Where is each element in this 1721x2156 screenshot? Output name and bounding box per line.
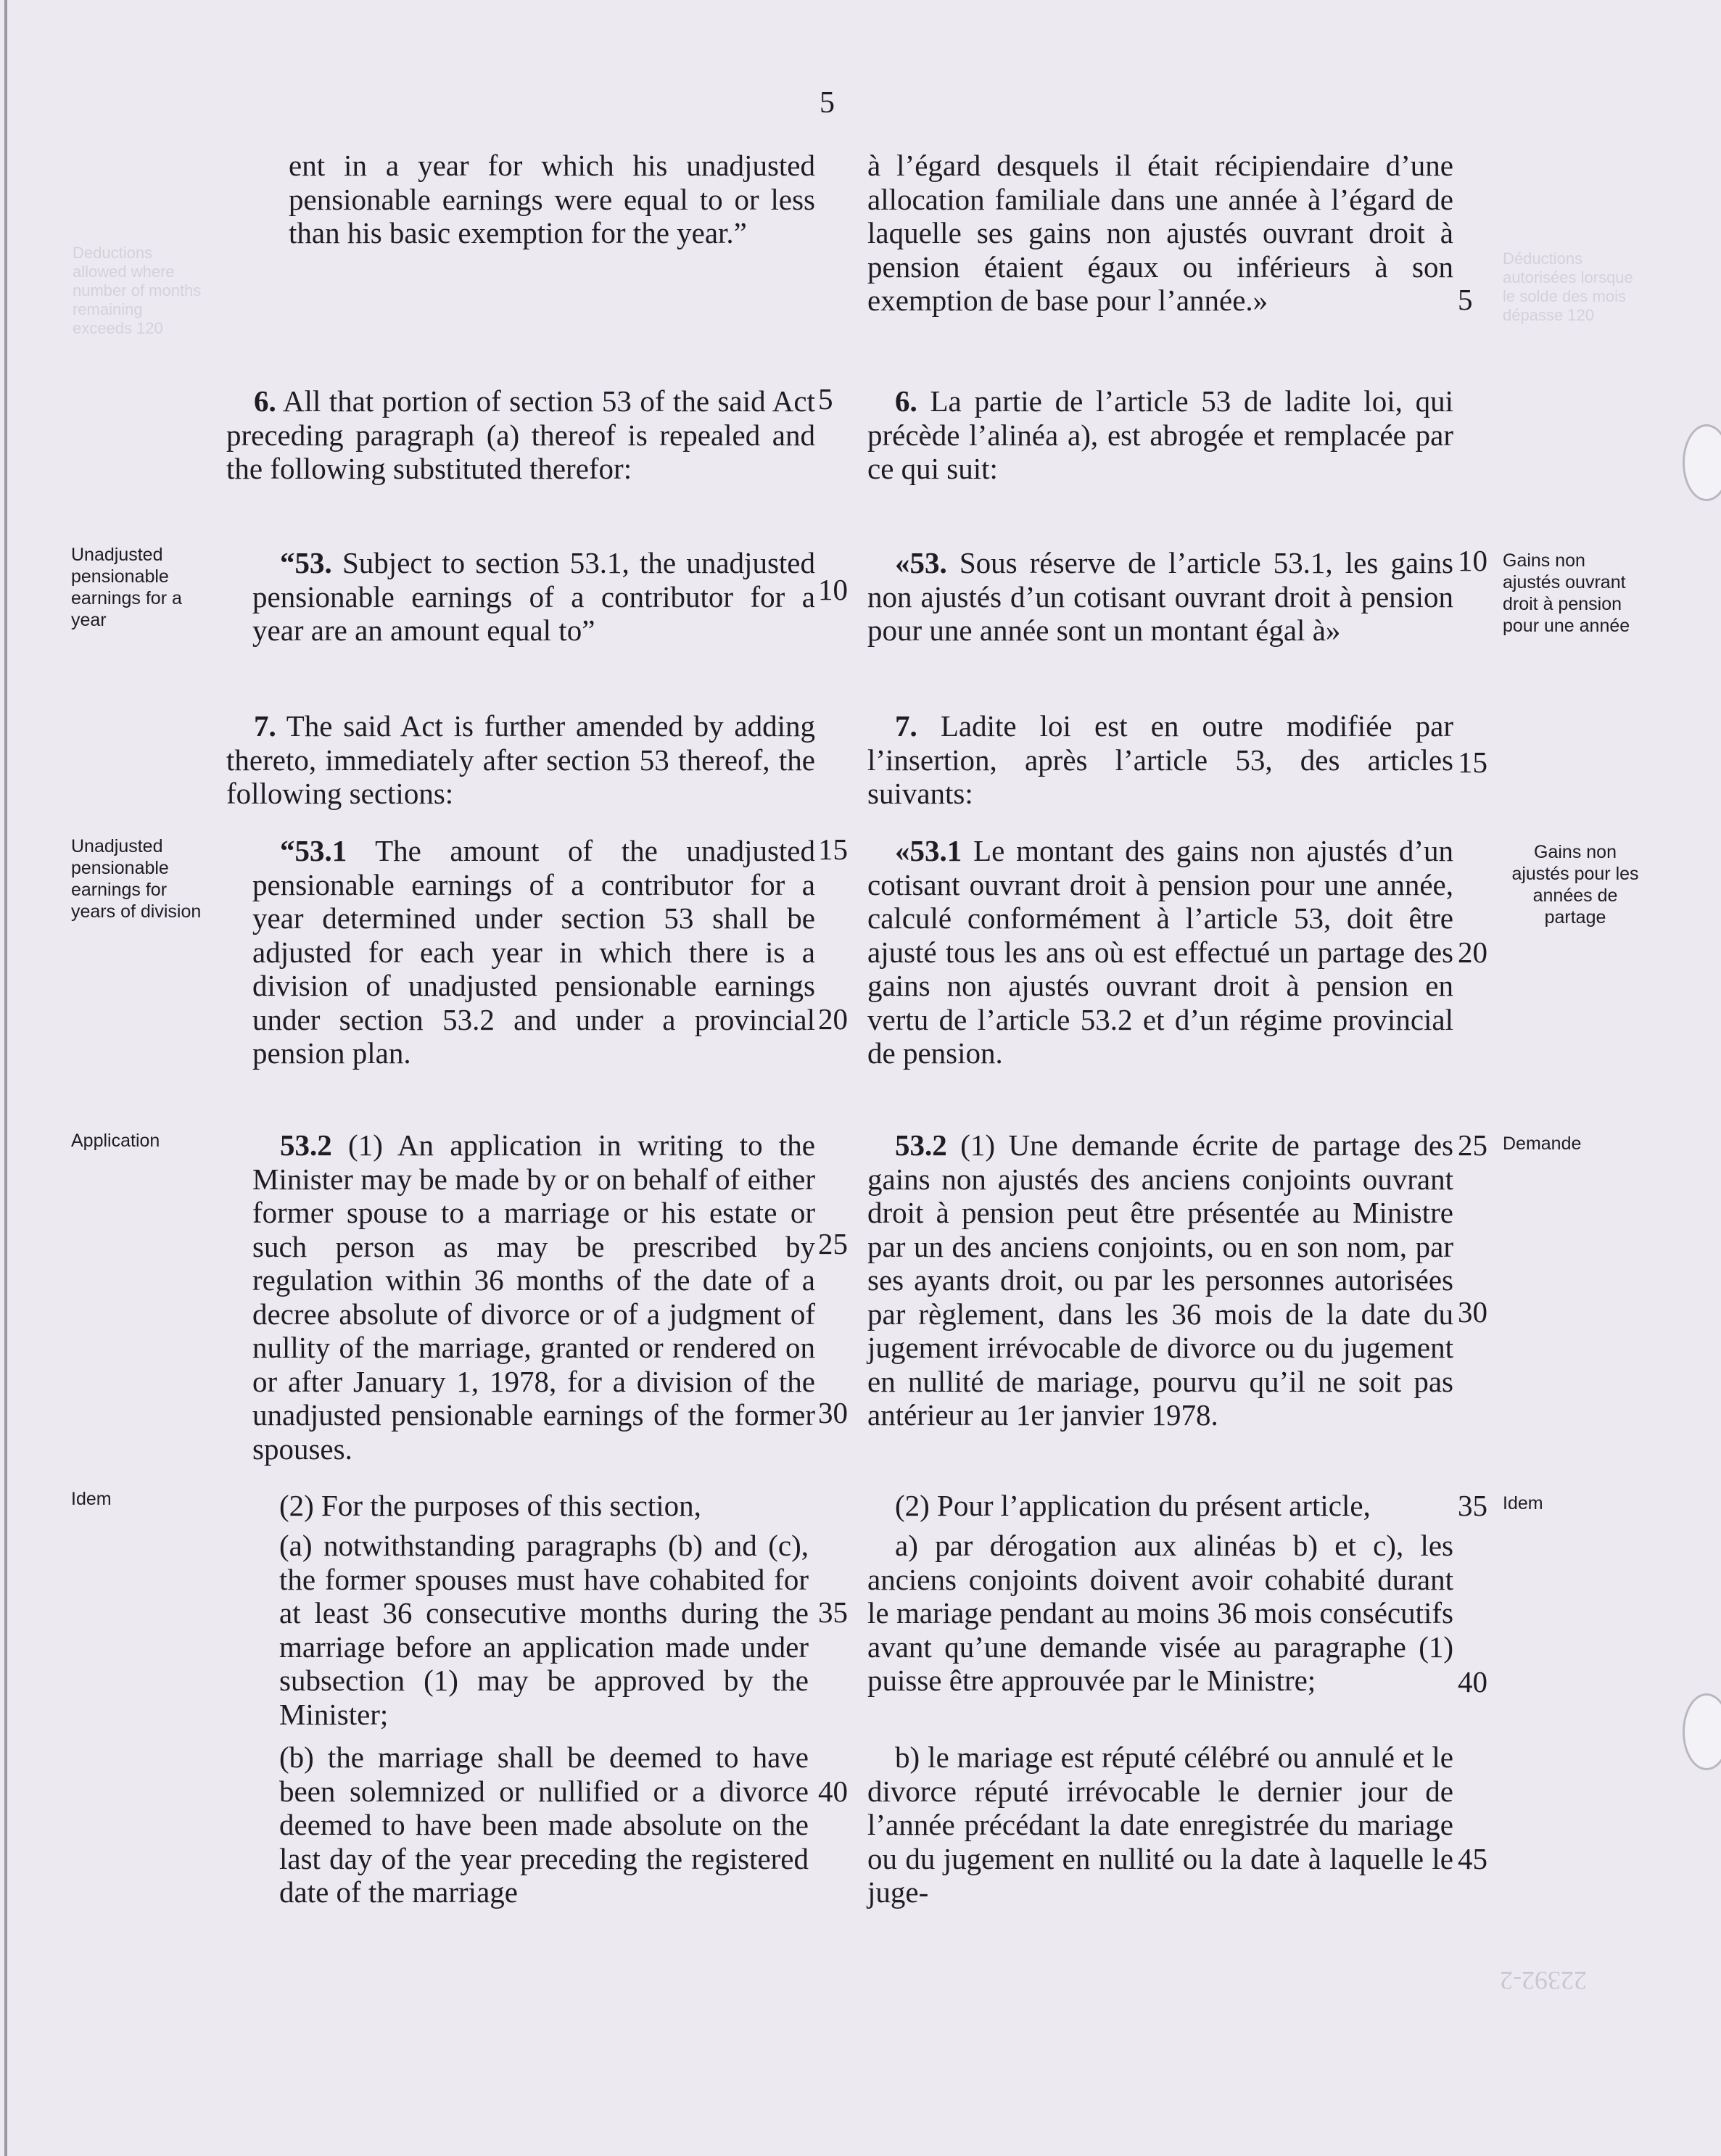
fr-paragraph-a-text: a) par dérogation aux alinéas b) et c), les anciens conjoints doivent avoir cohabité durant le mariage pendant au moins 36 mois consécutifs avant qu’une demande visée au paragraphe (1) puisse être approuvée par le Ministre; (867, 1529, 1453, 1697)
margin-note-fr: Gains non ajustés ouvrant droit à pension pour une année (1503, 550, 1630, 636)
line-number: 25 (1458, 1128, 1487, 1162)
en-paragraph-b: (b) the marriage shall be deemed to have been solemnized or nullified or a divorce deemed to have been made absolute on the last day of the year preceding the registered date of the marriage (279, 1740, 809, 1909)
en-paragraph-a: (a) notwithstanding paragraphs (b) and (c), the former spouses must have cohabited for at least 36 consecutive months during the marriage before an application made under subsection (1) may be approved by the Minister; (279, 1529, 809, 1731)
en-s53-1-text: The amount of the unadjusted pensionable earnings of a contributor for a year determined under section 53 shall be adjusted for each year in which there is a division of unadjusted pensionable earnings under section 53.2 and under a provincial pension plan. (252, 834, 815, 1070)
en-section-53 (252, 546, 815, 648)
fr-s53-1-number: «53.1 (895, 834, 962, 867)
margin-note-en: Unadjusted pensionable earnings for a year (71, 545, 182, 630)
fr-s53-1-text: Le montant des gains non ajustés d’un cotisant ouvrant droit à pension pour une année, calculé conformément à l’article 53, doit être ajusté tous les ans où est effectué un partage des gains non ajustés ouvrant droit à pension en vertu de l’article 53.2 et d’un régime provincial de pension. (867, 834, 1453, 1070)
page-number: 5 (820, 86, 835, 120)
line-number: 30 (1458, 1295, 1487, 1329)
line-number: 45 (1458, 1842, 1487, 1875)
en-s6-number: 6. (254, 384, 276, 418)
en-s7-number: 7. (254, 709, 276, 743)
page-edge (4, 0, 7, 2156)
fr-s6-text: La partie de l’article 53 de ladite loi, qui précède l’alinéa a), est abrogée et remplacée par ce qui suit: (867, 384, 1453, 485)
line-number: 20 (818, 1002, 848, 1036)
line-number: 35 (818, 1595, 848, 1629)
en-section-7 (226, 709, 815, 811)
margin-note-en: Unadjusted pensionable earnings for years of division (71, 836, 202, 922)
fr-s53-number: «53. (895, 546, 947, 579)
margin-note-fr: Idem (1503, 1493, 1543, 1513)
en-continuation: ent in a year for which his unadjusted pensionable earnings were equal to or less than his basic exemption for the year.” (289, 149, 815, 249)
fr-paragraph-b-text: b) le mariage est réputé célébré ou annulé et le divorce réputé irrévocable le dernier jour de l’année précédant la date enregistrée du mariage ou du jugement en nullité ou la date à laquelle le juge- (867, 1740, 1453, 1909)
line-number: 5 (818, 382, 833, 416)
line-number: 35 (1458, 1489, 1487, 1522)
binder-hole (1683, 424, 1721, 501)
fr-s7-text: Ladite loi est en outre modifiée par l’insertion, après l’article 53, des articles suivants: (867, 709, 1453, 810)
fr-s53-2-text: (1) Une demande écrite de partage des gains non ajustés des anciens conjoints ouvrant droit à pension peut être présentée au Ministre par un des anciens conjoints, ou en son nom, par ses ayants droit, ou par les personnes autorisées par règlement, dans les 36 mois de la date du jugement irrévocable de divorce ou du jugement en nullité de mariage, pourvu qu’il ne soit pas antérieur au 1er janvier 1978. (867, 1128, 1453, 1432)
line-number: 40 (1458, 1665, 1487, 1698)
fr-paragraph-a (867, 1529, 1453, 1698)
margin-note-fr: Gains non ajustés pour les années de partage (1511, 842, 1639, 928)
line-number: 40 (818, 1775, 848, 1808)
line-number: 5 (1458, 283, 1473, 316)
en-s53-2-number: 53.2 (280, 1128, 332, 1162)
fr-s6-number: 6. (895, 384, 917, 418)
en-s6-text: All that portion of section 53 of the said Act preceding paragraph (a) thereof is repealed and the following substituted therefor: (226, 384, 815, 485)
en-s53-number: “53. (280, 546, 332, 579)
fr-s53-2-number: 53.2 (895, 1128, 947, 1162)
fr-s7-number: 7. (895, 709, 917, 743)
margin-note-en: Application (71, 1131, 160, 1151)
fr-section-53-1 (867, 834, 1453, 1070)
line-number: 30 (818, 1396, 848, 1429)
en-section-53-2 (252, 1128, 815, 1466)
line-number: 25 (818, 1227, 848, 1260)
line-number: 15 (1458, 745, 1487, 779)
fr-section-53-2 (867, 1128, 1453, 1432)
fr-continuation: à l’égard desquels il était récipiendaire d’une allocation familiale dans une année à l’égard de laquelle ses gains non ajustés ouvrant droit à pension étaient égaux ou inférieurs à son exemption de base pour l’année.» (867, 149, 1453, 317)
binder-hole (1683, 1693, 1721, 1770)
line-number: 20 (1458, 935, 1487, 969)
fr-section-53 (867, 546, 1453, 648)
en-section-53-1 (252, 834, 815, 1070)
fr-paragraph-b (867, 1740, 1453, 1909)
en-s53-2-text: (1) An application in writing to the Minister may be made by or on behalf of either former spouse to a marriage or his estate or such person as may be prescribed by regulation within 36 months of the date of a decree absolute of divorce or of a judgment of nullity of the marriage, granted or rendered on or after January 1, 1978, for a division of the unadjusted pensionable earnings of the former spouses. (252, 1128, 815, 1466)
line-number: 10 (818, 573, 848, 606)
en-s7-text: The said Act is further amended by adding thereto, immediately after section 53 thereof, the following sections: (226, 709, 815, 810)
en-subsection-2: (2) For the purposes of this section, (279, 1489, 701, 1522)
en-s53-text: Subject to section 53.1, the unadjusted pensionable earnings of a contributor for a year are an amount equal to” (252, 546, 815, 647)
show-through-note-left: Deductions allowed where number of months remaining exceeds 120 (73, 244, 202, 337)
fr-section-7 (867, 709, 1453, 811)
en-section-6 (226, 384, 815, 486)
en-s53-1-number: “53.1 (280, 834, 347, 867)
fr-section-6 (867, 384, 1453, 486)
margin-note-fr: Demande (1503, 1133, 1582, 1154)
show-through-stamp: 22392-2 (1500, 1966, 1587, 1995)
margin-note-en: Idem (71, 1489, 112, 1509)
fr-s53-text: Sous réserve de l’article 53.1, les gains non ajustés d’un cotisant ouvrant droit à pension pour une année sont un montant égal à» (867, 546, 1453, 647)
line-number: 15 (818, 833, 848, 866)
line-number: 10 (1458, 544, 1487, 577)
fr-subsection-2: (2) Pour l’application du présent article, (895, 1489, 1371, 1522)
show-through-note-right: Déductions autorisées lorsque le solde des mois dépasse 120 (1503, 249, 1633, 324)
